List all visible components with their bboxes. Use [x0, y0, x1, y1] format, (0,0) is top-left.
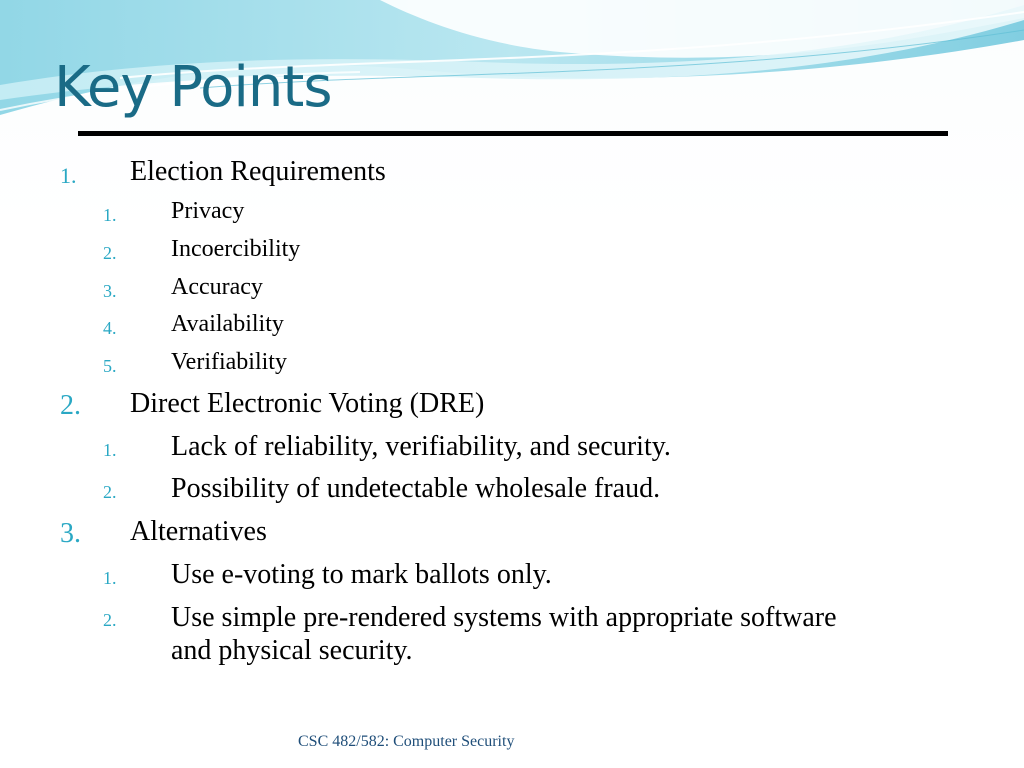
- section-number: 2.: [60, 390, 81, 421]
- list-item: Use simple pre-rendered systems with appropriate software and physical security.: [171, 602, 837, 666]
- list-item: Possibility of undetectable wholesale fraud.: [171, 473, 661, 504]
- item-number: 3.: [103, 281, 117, 301]
- list-item: Lack of reliability, verifiability, and security.: [171, 431, 671, 462]
- list-item: Incoercibility: [171, 236, 301, 262]
- item-number: 1.: [103, 568, 117, 588]
- slide-footer: CSC 482/582: Computer Security: [298, 733, 515, 750]
- item-number: 4.: [103, 318, 117, 338]
- section-heading: Direct Electronic Voting (DRE): [130, 388, 485, 419]
- section-number: 3.: [60, 518, 81, 549]
- section-number: 1.: [60, 163, 77, 188]
- list-item: Use e-voting to mark ballots only.: [171, 559, 552, 590]
- item-number: 2.: [103, 243, 117, 263]
- title-underline: [78, 131, 948, 136]
- item-number: 1.: [103, 440, 117, 460]
- slide-title: Key Points: [54, 55, 332, 120]
- list-item: Privacy: [171, 198, 245, 224]
- item-number: 2.: [103, 610, 117, 630]
- section-heading: Alternatives: [130, 516, 267, 547]
- list-item: Accuracy: [171, 274, 263, 300]
- item-number: 1.: [103, 205, 117, 225]
- item-number: 5.: [103, 356, 117, 376]
- section-heading: Election Requirements: [130, 156, 386, 187]
- list-item: Verifiability: [171, 349, 287, 375]
- item-number: 2.: [103, 482, 117, 502]
- list-item: Availability: [171, 311, 284, 337]
